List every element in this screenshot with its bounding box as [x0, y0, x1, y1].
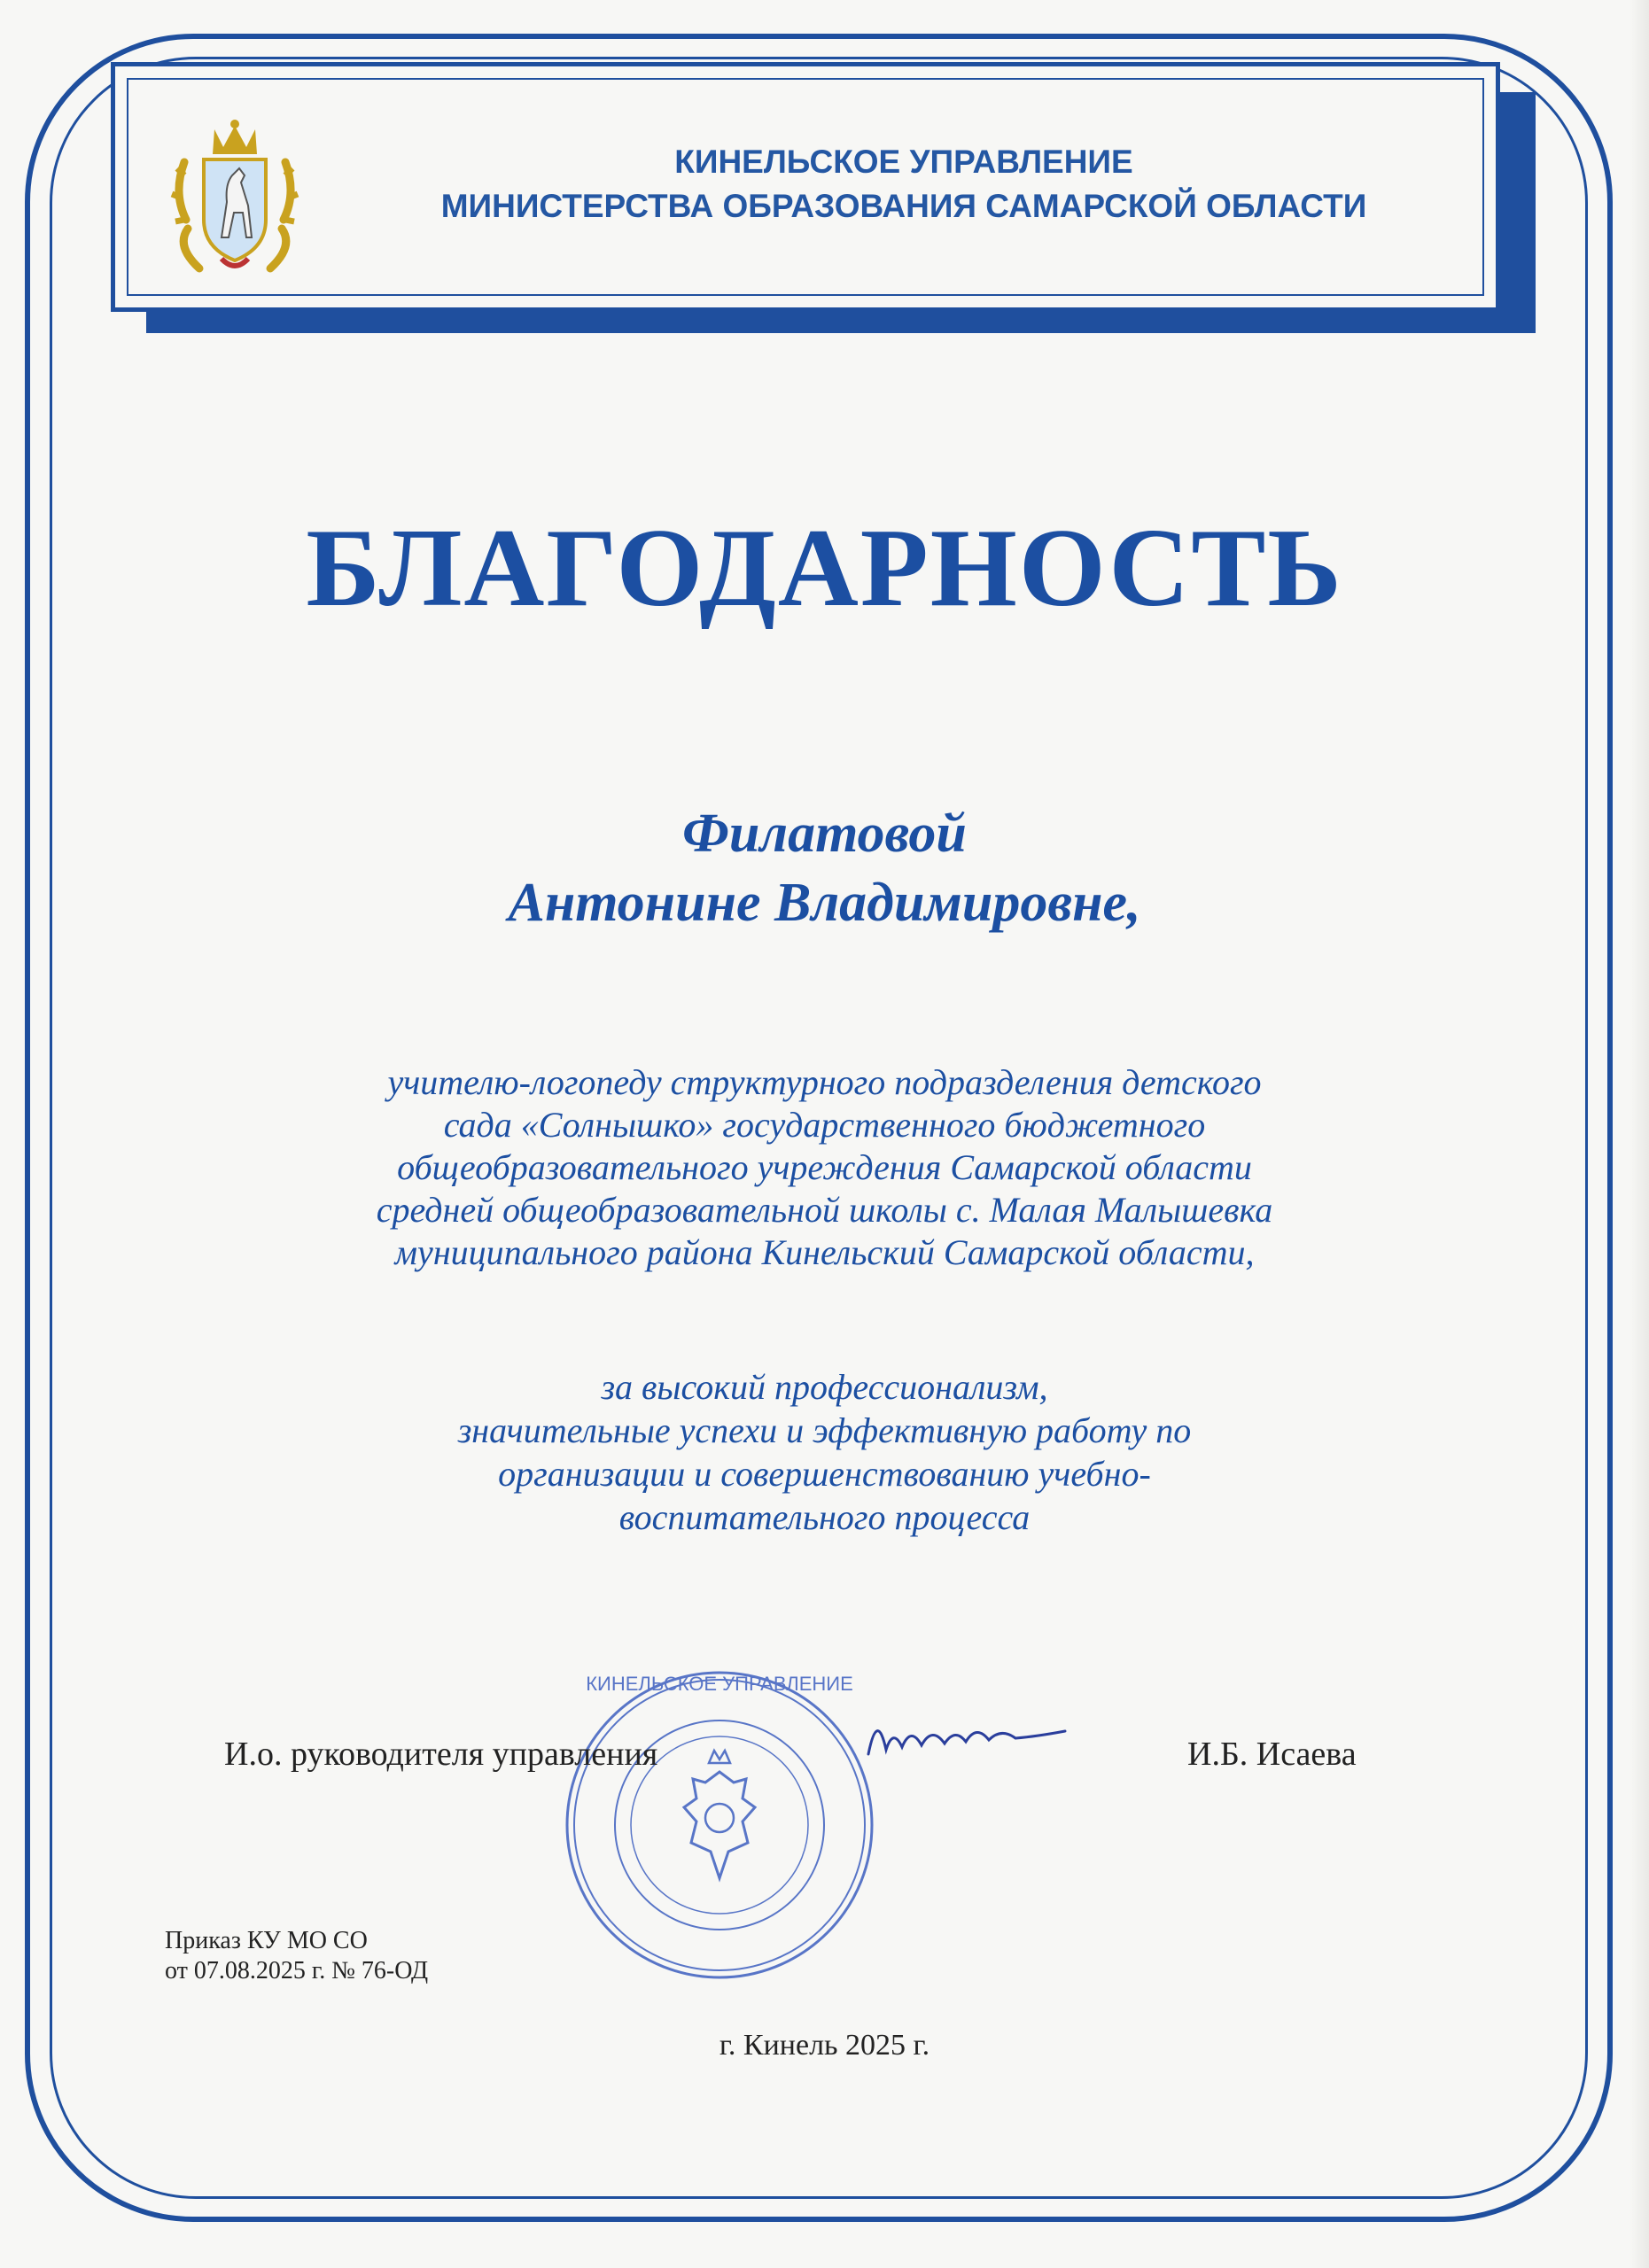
order-line: от 07.08.2025 г. № 76-ОД [165, 1957, 429, 1984]
svg-text:КИНЕЛЬСКОЕ УПРАВЛЕНИЕ: КИНЕЛЬСКОЕ УПРАВЛЕНИЕ [586, 1673, 853, 1695]
header-line-1: КИНЕЛЬСКОЕ УПРАВЛЕНИЕ [674, 144, 1133, 180]
reason-line: организации и совершенствованию учебно- [498, 1454, 1151, 1494]
reason-line: воспитательного процесса [618, 1497, 1031, 1537]
position-line: сада «Солнышко» государственного бюджетного [443, 1105, 1206, 1145]
position-line: средней общеобразовательной школы с. Малая Малышевка [376, 1190, 1273, 1230]
document-title: БЛАГОДАРНОСТЬ [306, 507, 1343, 630]
signatory-role: И.о. руководителя управления [224, 1736, 658, 1773]
reason-line: за высокий профессионализм, [601, 1367, 1048, 1407]
position-line: муниципального района Кинельский Самарской области, [394, 1232, 1255, 1272]
samara-coat-of-arms-icon [168, 113, 301, 282]
position-line: учителю-логопеду структурного подразделения детского [387, 1062, 1262, 1102]
recipient-given-names: Антонине Владимировне, [508, 873, 1141, 933]
order-reference [165, 1926, 428, 1986]
recipient-position [0, 1061, 1649, 1274]
order-line: Приказ КУ МО СО [165, 1927, 368, 1954]
reason-line: значительные успехи и эффективную работу по [457, 1410, 1192, 1450]
header-title [372, 140, 1435, 229]
place-and-year: г. Кинель 2025 г. [719, 2029, 930, 2062]
header-line-2: МИНИСТЕРСТВА ОБРАЗОВАНИЯ САМАРСКОЙ ОБЛАСТИ [440, 188, 1367, 224]
official-stamp [560, 1666, 879, 1984]
recipient-surname: Филатовой [682, 804, 967, 864]
handwritten-signature [860, 1701, 1072, 1781]
position-line: общеобразовательного учреждения Самарской области [397, 1147, 1252, 1187]
award-reason [0, 1365, 1649, 1539]
signatory-name: И.Б. Исаева [1187, 1736, 1357, 1773]
recipient-name [0, 799, 1649, 937]
